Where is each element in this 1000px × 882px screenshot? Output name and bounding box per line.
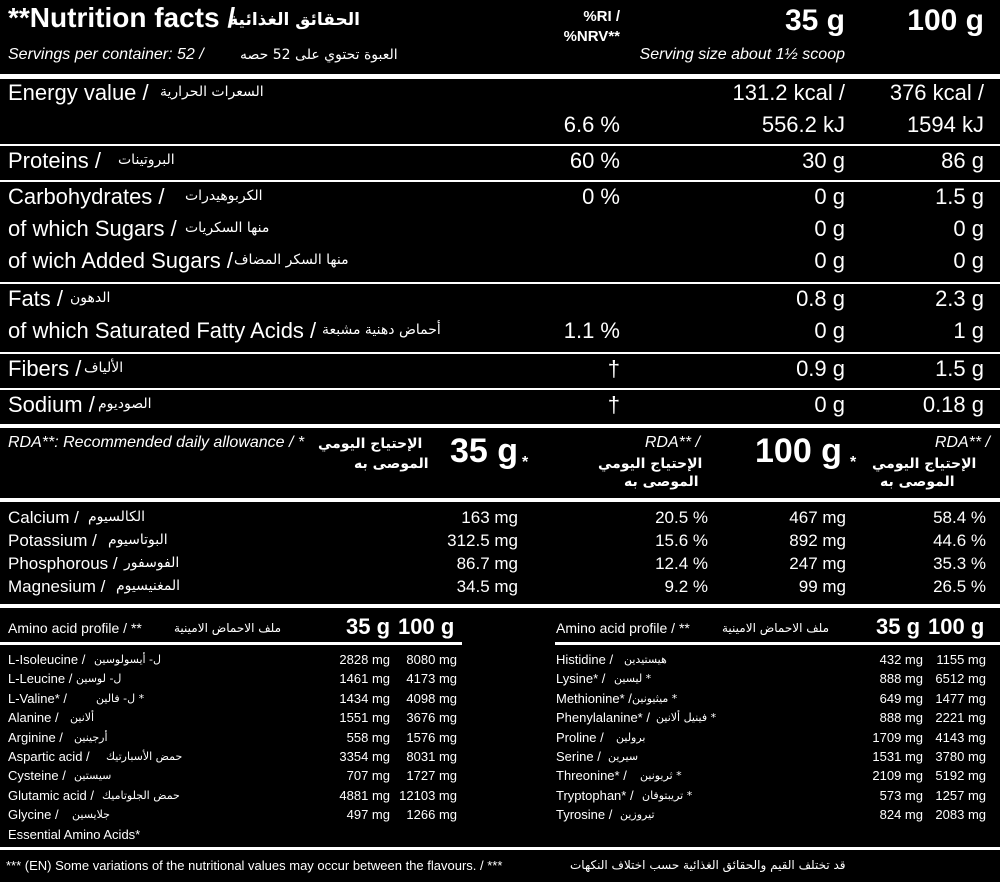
amino-label: Tryptophan* / [556, 787, 634, 803]
amino-value-35: 888 mg [879, 671, 923, 687]
rda-label-ar-line2: الموصى به [354, 456, 429, 472]
amino-label: Histidine / [556, 652, 614, 667]
amino-value-35: 649 mg [879, 690, 923, 706]
amino-label-ar: حمض الجلوتاميك [102, 788, 180, 802]
amino-value-35: 4881 mg [339, 787, 390, 803]
nutrient-label-ar: الألياف [84, 360, 124, 376]
servings-per-container: Servings per container: 52 / [8, 46, 204, 63]
nutrient-value-100: 1 g [953, 318, 984, 343]
table-row [0, 112, 1000, 142]
rda-star: * [522, 454, 529, 471]
amino-value-35: 1434 mg [339, 690, 390, 706]
table-row [0, 286, 1000, 316]
amino-profile-label: Amino acid profile / ** [8, 620, 142, 636]
amino-value-100: 4173 mg [406, 671, 457, 687]
nutrient-value-35: 0 g [814, 184, 845, 209]
amino-label-ar: ل- لوسين [76, 672, 122, 686]
amino-value-100: 4098 mg [406, 690, 457, 706]
amino-value-35: 2109 mg [872, 768, 923, 784]
nutrient-value-100: 376 kcal / [889, 80, 984, 105]
table-row [0, 80, 1000, 110]
amino-value-100: 1257 mg [935, 787, 986, 803]
mineral-rda-100: 44.6 % [933, 531, 986, 550]
table-row [0, 508, 1000, 530]
divider [0, 642, 462, 645]
table-row [0, 531, 1000, 553]
divider [555, 642, 1000, 645]
divider [0, 180, 1000, 182]
mineral-value-100: 892 mg [789, 531, 846, 550]
divider [0, 424, 1000, 428]
amino-value-100: 2083 mg [935, 807, 986, 823]
rda-star-2: * [850, 454, 857, 471]
amino-value-35: 1551 mg [339, 710, 390, 726]
amino-value-100: 1477 mg [935, 690, 986, 706]
rda-label-ar-line1: الإحتياج اليومي [318, 436, 423, 452]
amino-label: L-Valine* / [8, 690, 68, 706]
amino-value-100: 1727 mg [406, 768, 457, 784]
amino-label-ar: حمض الأسبارتيك [106, 750, 183, 763]
mineral-rda-35: 9.2 % [664, 577, 708, 596]
divider [0, 604, 1000, 608]
amino-label: Essential Amino Acids* [8, 826, 141, 842]
mineral-rda-35: 20.5 % [655, 508, 708, 527]
mineral-rda-35: 15.6 % [655, 531, 708, 550]
nutrient-ri: 60 % [569, 148, 620, 173]
nutrient-label: Fats / [8, 286, 64, 311]
nutrient-value-100: 2.3 g [935, 286, 984, 311]
amino-label: Tyrosine / [556, 807, 613, 823]
amino-value-35: 573 mg [879, 787, 923, 803]
divider [0, 498, 1000, 502]
table-row [0, 248, 1000, 278]
amino-label-ar: تيروزين [620, 808, 655, 822]
amino-value-35: 497 mg [346, 807, 390, 823]
amino-label: Glutamic acid / [8, 787, 94, 803]
amino-value-100: 1266 mg [406, 807, 457, 823]
nutrient-value-100: 86 g [941, 148, 984, 173]
nutrients-table [0, 0, 1000, 430]
nutrient-label-ar: البروتينات [118, 152, 175, 168]
nutrient-value-35: 0 g [814, 248, 845, 273]
amino-value-100: 3780 mg [935, 749, 986, 764]
rda-col-35: 35 g [450, 432, 519, 470]
nutrient-label-ar: الكربوهيدرات [185, 188, 263, 204]
rda-label: RDA**: Recommended daily allowance / * [8, 434, 305, 451]
amino-label-ar: ألانين [70, 711, 95, 725]
amino-label-ar: سيرين [608, 750, 639, 763]
amino-value-100: 6512 mg [935, 671, 986, 687]
nutrient-label: Energy value / [8, 80, 149, 105]
nutrient-label: of which Saturated Fatty Acids / [8, 318, 317, 343]
amino-label: Lysine* / [556, 671, 606, 687]
table-row [0, 392, 1000, 422]
amino-label-ar: * ليسين [614, 672, 652, 686]
mineral-value-35: 34.5 mg [456, 577, 518, 596]
rda-right-ar-line1: الإحتياج اليومي [872, 456, 977, 472]
amino-profile-label-ar: ملف الاحماض الامينية [174, 621, 282, 635]
mineral-value-35: 163 mg [461, 508, 518, 527]
amino-value-35: 1461 mg [339, 671, 390, 687]
mineral-value-100: 247 mg [789, 554, 846, 573]
amino-value-35: 2828 mg [339, 652, 390, 667]
table-row [0, 577, 1000, 599]
amino-label: Phenylalanine* / [556, 710, 650, 726]
nutrient-label: of wich Added Sugars / [8, 248, 234, 273]
nutrient-label-ar: السعرات الحرارية [160, 84, 264, 100]
nutrient-ri: † [607, 392, 620, 417]
ri-header-line2: %NRV** [563, 28, 620, 45]
amino-label-ar: ل- أيسولوسين [94, 653, 162, 666]
nutrient-label: Sodium / [8, 392, 95, 417]
table-row [0, 554, 1000, 576]
amino-profile-label: Amino acid profile / ** [556, 620, 690, 636]
mineral-label: Calcium / [8, 508, 79, 527]
nutrient-label: Fibers / [8, 356, 82, 381]
nutrient-ri: 0 % [582, 184, 620, 209]
table-row [0, 356, 1000, 386]
amino-value-100: 12103 mg [399, 787, 457, 803]
mineral-label-ar: البوتاسيوم [108, 532, 168, 548]
col-35-header: 35 g [784, 4, 845, 37]
divider [0, 144, 1000, 146]
ri-header-line1: %RI / [583, 8, 620, 25]
amino-value-35: 824 mg [879, 807, 923, 823]
amino-label-ar: * تريبتوفان [642, 788, 693, 802]
amino-label: Arginine / [8, 729, 63, 745]
amino-profile-label-ar: ملف الاحماض الامينية [722, 621, 830, 635]
nutrient-label-ar: منها السكريات [185, 220, 270, 236]
nutrient-value-35: 0 g [814, 216, 845, 241]
amino-value-100: 5192 mg [935, 768, 986, 784]
nutrient-value-100: 0 g [953, 248, 984, 273]
rda-col-100: 100 g [755, 432, 842, 470]
page-title-ar: الحقائق الغذائية [228, 10, 360, 30]
mineral-label: Magnesium / [8, 577, 106, 596]
nutrient-value-35: 30 g [802, 148, 845, 173]
nutrient-value-100: 1594 kJ [906, 112, 984, 137]
nutrient-ri: 1.1 % [563, 318, 620, 343]
amino-label-ar: * ثريونين [640, 769, 682, 783]
amino-col-35: 35 g [876, 614, 921, 639]
nutrient-value-100: 1.5 g [935, 184, 984, 209]
page-title: **Nutrition facts / [8, 2, 236, 33]
mineral-rda-100: 26.5 % [933, 577, 986, 596]
mineral-rda-100: 35.3 % [933, 554, 986, 573]
amino-label: Aspartic acid / [8, 749, 90, 764]
amino-value-100: 4143 mg [935, 729, 986, 745]
amino-label-ar: جلايسين [72, 808, 110, 822]
table-row [0, 148, 1000, 178]
divider [0, 847, 1000, 850]
divider [0, 388, 1000, 390]
amino-label: L-Leucine / [8, 671, 73, 687]
nutrient-value-35: 0.8 g [796, 286, 845, 311]
nutrient-label-ar: الدهون [70, 290, 111, 306]
amino-label: Cysteine / [8, 768, 66, 784]
amino-value-100: 3676 mg [406, 710, 457, 726]
amino-label: Threonine* / [556, 768, 627, 784]
amino-label-ar: * فينيل ألانين [656, 711, 717, 725]
nutrient-value-35: 0.9 g [796, 356, 845, 381]
mineral-label-ar: المغنيسيوم [116, 578, 181, 594]
amino-label: Proline / [556, 729, 604, 745]
mineral-value-100: 99 mg [798, 577, 846, 596]
nutrient-label: Proteins / [8, 148, 101, 173]
nutrient-label: Carbohydrates / [8, 184, 165, 209]
nutrient-label-ar: منها السكر المضاف [234, 252, 349, 268]
nutrient-ri: 6.6 % [563, 112, 620, 137]
mineral-rda-100: 58.4 % [933, 508, 986, 527]
table-row [0, 216, 1000, 246]
amino-label-ar: سيستين [74, 769, 112, 783]
footer-note: *** (EN) Some variations of the nutritional values may occur between the flavours. / *** [6, 858, 503, 873]
rda-mid-ar-line2: الموصى به [624, 474, 699, 490]
footer-note-ar: قد تختلف القيم والحقائق الغذائية حسب اختلاف النكهات [570, 858, 846, 872]
nutrient-value-100: 1.5 g [935, 356, 984, 381]
amino-value-35: 1709 mg [872, 729, 923, 745]
nutrient-value-100: 0.18 g [922, 392, 984, 417]
amino-value-35: 1531 mg [872, 749, 923, 764]
table-row [0, 318, 1000, 348]
amino-label-ar: أرجينين [74, 730, 108, 744]
amino-value-35: 3354 mg [339, 749, 390, 764]
nutrient-value-35: 0 g [814, 392, 845, 417]
amino-label: Glycine / [8, 807, 59, 823]
mineral-value-35: 86.7 mg [456, 554, 518, 573]
nutrient-value-35: 556.2 kJ [761, 112, 845, 137]
mineral-value-35: 312.5 mg [447, 531, 518, 550]
amino-value-35: 888 mg [879, 710, 923, 726]
amino-label: Methionine* / [556, 690, 632, 706]
nutrient-ri: † [607, 356, 620, 381]
amino-label-ar: * ل- فالين [96, 691, 145, 705]
rda-right-ar-line2: الموصى به [880, 474, 955, 490]
amino-col-100: 100 g [398, 614, 455, 639]
amino-label-ar: * ميثيونين [632, 691, 678, 705]
nutrient-value-35: 131.2 kcal / [732, 80, 845, 105]
amino-value-35: 432 mg [879, 652, 923, 667]
nutrient-label-ar: أحماض دهنية مشبعة [322, 322, 441, 338]
amino-label: Alanine / [8, 710, 59, 726]
mineral-label-ar: الفوسفور [124, 555, 180, 571]
rda-right-label: RDA** / [934, 434, 990, 451]
servings-per-container-ar: العبوة تحتوي على 52 حصه [240, 47, 398, 63]
amino-value-100: 1576 mg [406, 729, 457, 745]
mineral-label-ar: الكالسيوم [88, 509, 146, 525]
table-row [0, 184, 1000, 214]
serving-size: Serving size about 1½ scoop [639, 46, 845, 63]
rda-mid-ar-line1: الإحتياج اليومي [598, 456, 703, 472]
nutrient-value-100: 0 g [953, 216, 984, 241]
amino-label-ar: برولين [616, 730, 646, 744]
amino-label-ar: هيستيدين [624, 653, 667, 666]
nutrient-label: of which Sugars / [8, 216, 177, 241]
divider [0, 282, 1000, 284]
nutrient-label-ar: الصوديوم [98, 396, 152, 412]
mineral-label: Potassium / [8, 531, 97, 550]
amino-value-100: 1155 mg [936, 652, 986, 667]
amino-value-100: 2221 mg [935, 710, 986, 726]
amino-value-35: 707 mg [346, 768, 390, 784]
amino-label: L-Isoleucine / [8, 652, 86, 667]
mineral-rda-35: 12.4 % [655, 554, 708, 573]
amino-col-100: 100 g [928, 614, 985, 639]
rda-mid-label: RDA** / [644, 434, 700, 451]
amino-value-100: 8031 mg [406, 749, 457, 764]
amino-col-35: 35 g [346, 614, 391, 639]
col-100-header: 100 g [907, 4, 984, 37]
divider [0, 352, 1000, 354]
nutrient-value-35: 0 g [814, 318, 845, 343]
amino-label: Serine / [556, 749, 601, 764]
mineral-label: Phosphorous / [8, 554, 118, 573]
mineral-value-100: 467 mg [789, 508, 846, 527]
amino-value-35: 558 mg [346, 729, 390, 745]
amino-value-100: 8080 mg [406, 652, 457, 667]
